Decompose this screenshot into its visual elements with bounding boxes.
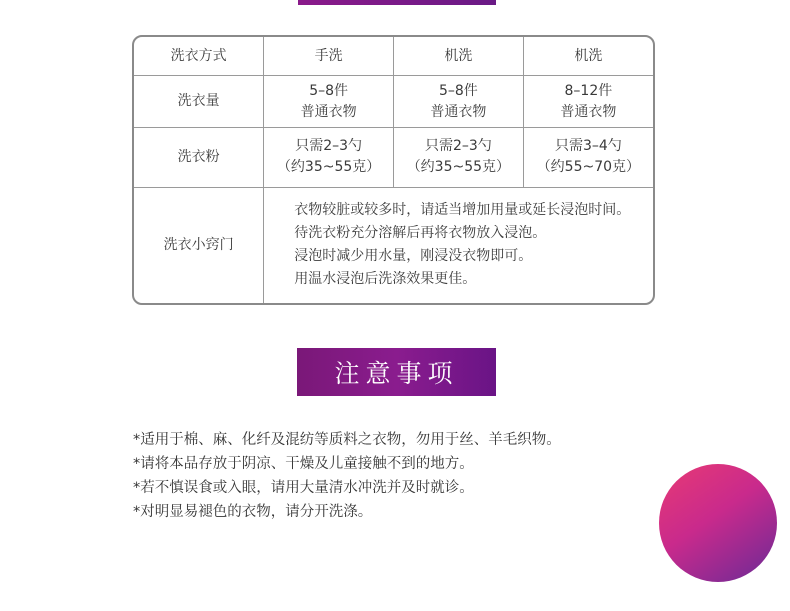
amount-count: 5–8件 bbox=[438, 82, 478, 99]
tip-line: 用温水浸泡后洗涤效果更佳。 bbox=[294, 271, 477, 288]
powder-scoops: 只需2–3勺 bbox=[295, 138, 363, 155]
header-cell-machine-wash-large: 机洗 bbox=[523, 37, 653, 76]
amount-count: 8–12件 bbox=[564, 82, 613, 99]
notice-item: *适用于棉、麻、化纤及混纺等质料之衣物，勿用于丝、羊毛织物。 bbox=[133, 432, 561, 448]
notice-section-title: 注意事项 bbox=[297, 348, 496, 396]
notice-item: *对明显易褪色的衣物，请分开洗涤。 bbox=[133, 504, 373, 520]
powder-cell-machine-large bbox=[523, 128, 653, 187]
header-cell-hand-wash: 手洗 bbox=[264, 37, 394, 76]
table-row bbox=[134, 187, 653, 303]
powder-cell-machine bbox=[394, 128, 524, 187]
amount-count: 5–8件 bbox=[309, 82, 349, 99]
amount-cell-machine-large bbox=[523, 76, 653, 128]
table-row bbox=[134, 76, 653, 128]
powder-scoops: 只需2–3勺 bbox=[424, 138, 492, 155]
top-decor-bar bbox=[298, 0, 496, 5]
table-row bbox=[134, 128, 653, 187]
header-cell-machine-wash: 机洗 bbox=[394, 37, 524, 76]
table-row bbox=[134, 37, 653, 76]
tip-line: 浸泡时减少用水量，刚浸没衣物即可。 bbox=[294, 248, 533, 265]
row-label-amount: 洗衣量 bbox=[134, 76, 264, 128]
notice-item: *若不慎误食或入眼，请用大量清水冲洗并及时就诊。 bbox=[133, 480, 474, 496]
header-cell-method: 洗衣方式 bbox=[134, 37, 264, 76]
amount-cell-hand bbox=[264, 76, 394, 128]
amount-type: 普通衣物 bbox=[300, 103, 357, 120]
powder-cell-hand bbox=[264, 128, 394, 187]
washing-guide-table bbox=[132, 35, 655, 305]
faded-text-overflow bbox=[133, 530, 593, 560]
tip-line: 衣物较脏或较多时，请适当增加用量或延长浸泡时间。 bbox=[294, 202, 631, 219]
powder-grams: （约55~70克） bbox=[536, 159, 641, 176]
powder-grams: （约35~55克） bbox=[276, 159, 381, 176]
gradient-circle-decor bbox=[659, 464, 777, 582]
amount-cell-machine bbox=[394, 76, 524, 128]
tips-cell bbox=[264, 187, 653, 303]
powder-scoops: 只需3–4勺 bbox=[554, 138, 622, 155]
tip-line: 待洗衣粉充分溶解后再将衣物放入浸泡。 bbox=[294, 225, 547, 242]
row-label-powder: 洗衣粉 bbox=[134, 128, 264, 187]
notice-item: *请将本品存放于阴凉、干燥及儿童接触不到的地方。 bbox=[133, 456, 474, 472]
notice-list bbox=[133, 428, 693, 524]
amount-type: 普通衣物 bbox=[560, 103, 617, 120]
amount-type: 普通衣物 bbox=[430, 103, 487, 120]
row-label-tips: 洗衣小窍门 bbox=[134, 187, 264, 303]
powder-grams: （约35~55克） bbox=[406, 159, 511, 176]
